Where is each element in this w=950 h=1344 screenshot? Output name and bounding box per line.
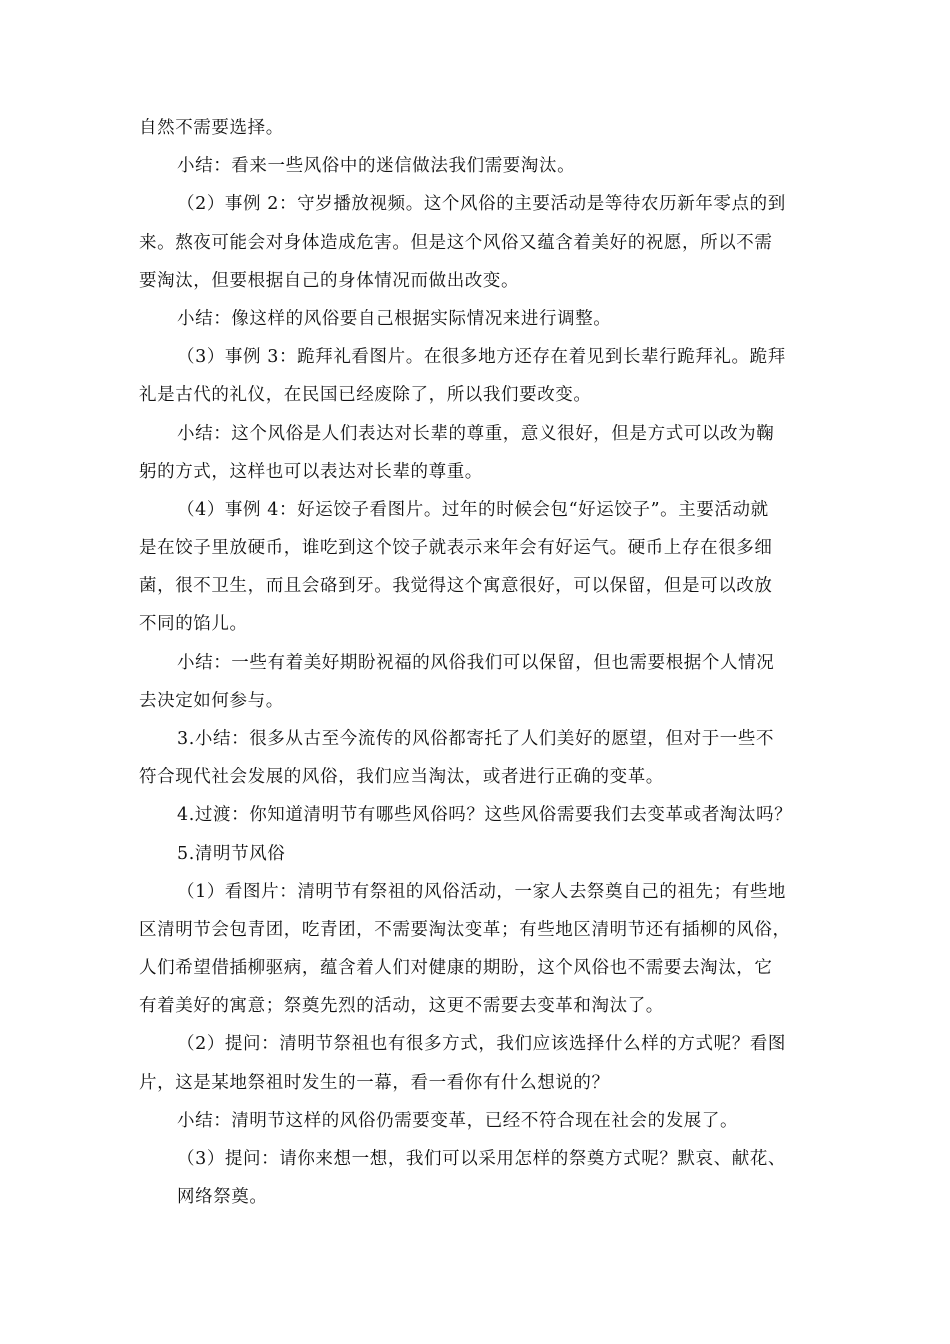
text-line: 符合现代社会发展的风俗，我们应当淘汰，或者进行正确的变革。 <box>139 767 664 787</box>
text-line: 是在饺子里放硬币，谁吃到这个饺子就表示来年会有好运气。硬币上存在很多细 <box>139 538 773 558</box>
text-line: （1）看图片：清明节有祭祖的风俗活动，一家人去祭奠自己的祖先；有些地 <box>177 882 787 902</box>
text-line: 片，这是某地祭祖时发生的一幕，看一看你有什么想说的？ <box>139 1073 610 1093</box>
text-line: 礼是古代的礼仪，在民国已经废除了，所以我们要改变。 <box>139 385 592 405</box>
text-line: 人们希望借插柳驱病，蕴含着人们对健康的期盼，这个风俗也不需要去淘汰，它 <box>139 958 773 978</box>
text-line: 要淘汰，但要根据自己的身体情况而做出改变。 <box>139 271 520 291</box>
text-line: 小结：这个风俗是人们表达对长辈的尊重，意义很好，但是方式可以改为鞠 <box>177 424 775 444</box>
text-line: 去决定如何参与。 <box>139 691 284 711</box>
text-line: （2）事例 2：守岁播放视频。这个风俗的主要活动是等待农历新年零点的到 <box>177 194 786 214</box>
text-line: 区清明节会包青团，吃青团，不需要淘汰变革；有些地区清明节还有插柳的风俗， <box>139 920 791 940</box>
text-line: 4.过渡：你知道清明节有哪些风俗吗？这些风俗需要我们去变革或者淘汰吗？ <box>177 805 793 825</box>
text-line: 菌，很不卫生，而且会硌到牙。我觉得这个寓意很好，可以保留，但是可以改放 <box>139 576 773 596</box>
text-line: 小结：像这样的风俗要自己根据实际情况来进行调整。 <box>177 309 612 329</box>
text-line: 网络祭奠。 <box>177 1187 268 1207</box>
text-line: 不同的馅儿。 <box>139 614 248 634</box>
text-line: 自然不需要选择。 <box>139 118 284 138</box>
text-line: （3）事例 3：跪拜礼看图片。在很多地方还存在着见到长辈行跪拜礼。跪拜 <box>177 347 786 367</box>
text-line: 5.清明节风俗 <box>177 844 286 864</box>
text-line: （3）提问：请你来想一想，我们可以采用怎样的祭奠方式呢？默哀、献花、 <box>177 1149 787 1169</box>
text-line: 躬的方式，这样也可以表达对长辈的尊重。 <box>139 462 483 482</box>
text-line: 有着美好的寓意；祭奠先烈的活动，这更不需要去变革和淘汰了。 <box>139 996 664 1016</box>
text-line: 小结：看来一些风俗中的迷信做法我们需要淘汰。 <box>177 156 576 176</box>
text-line: （2）提问：清明节祭祖也有很多方式，我们应该选择什么样的方式呢？看图 <box>177 1034 787 1054</box>
text-line: 小结：一些有着美好期盼祝福的风俗我们可以保留，但也需要根据个人情况 <box>177 653 775 673</box>
text-line: 3.小结：很多从古至今流传的风俗都寄托了人们美好的愿望，但对于一些不 <box>177 729 775 749</box>
text-line: 来。熬夜可能会对身体造成危害。但是这个风俗又蕴含着美好的祝愿，所以不需 <box>139 233 773 253</box>
text-line: 小结：清明节这样的风俗仍需要变革，已经不符合现在社会的发展了。 <box>177 1111 739 1131</box>
text-line: （4）事例 4：好运饺子看图片。过年的时候会包“好运饺子”。主要活动就 <box>177 500 769 520</box>
